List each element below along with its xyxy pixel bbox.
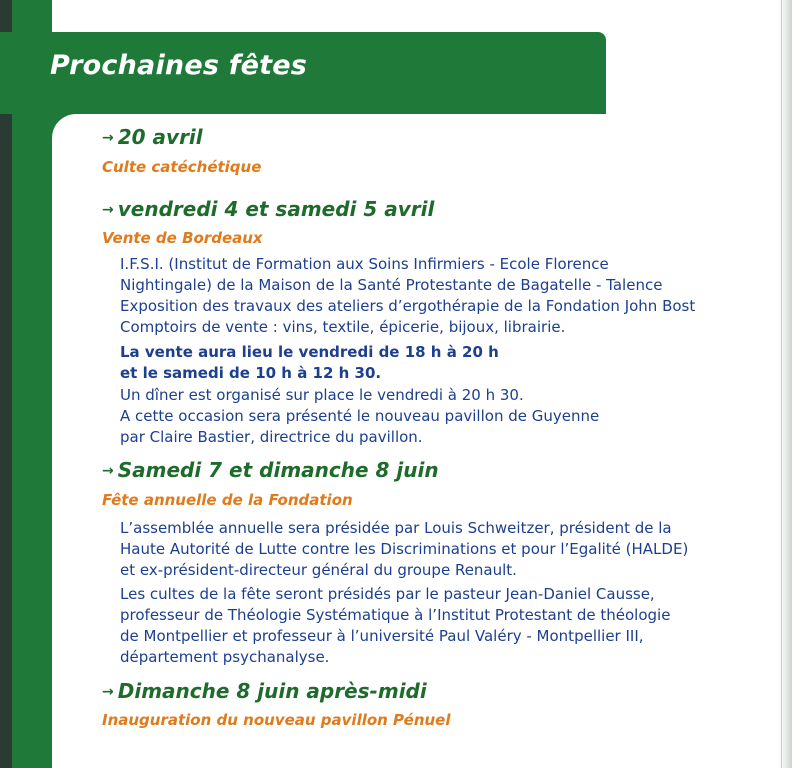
text-line: de Montpellier et professeur à l’université Paul Valéry - Montpellier III, [120, 627, 644, 645]
text-line: Comptoirs de vente : vins, textile, épicerie, bijoux, librairie. [120, 318, 566, 336]
event-2-paragraph-3 [120, 385, 760, 448]
text-line: par Claire Bastier, directrice du pavillon. [120, 428, 423, 446]
text-line: et le samedi de 10 h à 12 h 30. [120, 364, 382, 382]
event-2-paragraph-1 [120, 254, 760, 338]
text-line: A cette occasion sera présenté le nouveau pavillon de Guyenne [120, 407, 600, 425]
event-subtitle-3: Fête annuelle de la Fondation [102, 491, 353, 509]
event-title-4 [102, 679, 427, 703]
text-line: et ex-président-directeur général du groupe Renault. [120, 561, 517, 579]
event-title-3 [102, 458, 439, 482]
text-line: I.F.S.I. (Institut de Formation aux Soins Infirmiers - Ecole Florence [120, 255, 609, 273]
header-corner [52, 114, 76, 138]
arrow-right-icon: → [102, 202, 114, 218]
page-fold-line [781, 0, 782, 768]
text-line: Exposition des travaux des ateliers d’ergothérapie de la Fondation John Bost [120, 297, 696, 315]
event-title-1 [102, 125, 203, 149]
text-line: Haute Autorité de Lutte contre les Discriminations et pour l’Egalité (HALDE) [120, 540, 689, 558]
event-3-paragraph-2 [120, 584, 760, 668]
text-line: Les cultes de la fête seront présidés par le pasteur Jean-Daniel Causse, [120, 585, 655, 603]
arrow-right-icon: → [102, 684, 114, 700]
event-2-schedule [120, 342, 760, 384]
event-subtitle-4: Inauguration du nouveau pavillon Pénuel [102, 711, 451, 729]
text-line: La vente aura lieu le vendredi de 18 h à 20 h [120, 343, 499, 361]
arrow-right-icon: → [102, 463, 114, 479]
left-binding-edge [0, 0, 12, 768]
event-title-4-text: Dimanche 8 juin après-midi [117, 679, 427, 703]
arrow-right-icon: → [102, 130, 114, 146]
event-title-2 [102, 197, 434, 221]
event-title-1-text: 20 avril [117, 125, 203, 149]
event-3-paragraph-1 [120, 518, 760, 581]
text-line: Un dîner est organisé sur place le vendredi à 20 h 30. [120, 386, 524, 404]
event-title-2-text: vendredi 4 et samedi 5 avril [117, 197, 435, 221]
text-line: département psychanalyse. [120, 648, 330, 666]
text-line: L’assemblée annuelle sera présidée par Louis Schweitzer, président de la [120, 519, 672, 537]
text-line: Nightingale) de la Maison de la Santé Protestante de Bagatelle - Talence [120, 276, 663, 294]
text-line: professeur de Théologie Systématique à l’Institut Protestant de théologie [120, 606, 671, 624]
event-subtitle-1: Culte catéchétique [102, 158, 262, 176]
page-title: Prochaines fêtes [50, 50, 308, 81]
event-title-3-text: Samedi 7 et dimanche 8 juin [117, 458, 439, 482]
event-subtitle-2: Vente de Bordeaux [102, 229, 263, 247]
